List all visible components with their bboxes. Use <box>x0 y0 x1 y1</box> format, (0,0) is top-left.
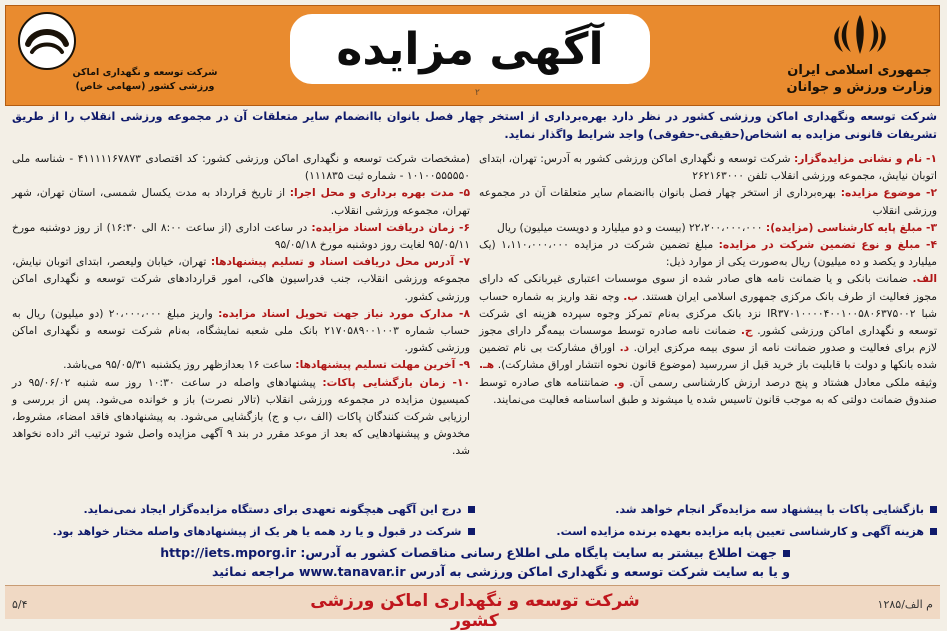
bullet-square-icon <box>468 528 475 535</box>
item-9: ۹- آخرین مهلت تسلیم پیشنهادها: ساعت ۱۶ بعدازظهر روز یکشنبه ۹۵/۰۵/۳۱ می‌باشد. <box>63 358 470 372</box>
item-6: ۶- زمان دریافت اسناد مزایده: در ساعت اداری (از ساعت ۸:۰۰ الی ۱۶:۳۰) از روز دوشنبه مورخ ۹۵/۰۵/۱۱ لغایت روز دوشنبه مورخ ۹۵/۰۵/۱۸ <box>12 220 471 252</box>
footer-page-number: ۵/۴ <box>12 598 28 611</box>
company-name-line1: شرکت توسعه و نگهداری اماکن <box>72 67 218 78</box>
guarantee-clauses: الف. ضمانت بانکی و یا ضمانت نامه های صادر شده از سوی موسسات اعتباری غیربانکی که دارای مجوز فعالیت از طرف بانک مرکزی جمهوری اسلامی ایران هستند. ب. وجه نقد واریز به شماره حساب شبا IR۳۷۰۱۰۰۰۰۴۰۰۱۰۰۵۸۰۶۳۷۵۰۰۲ نزد بانک مرکزی به‌نام تمرکز وجوه سپرده هزینه ای شرکت توسعه و نگهداری اماکن ورزشی کشور. ج. ضمانت نامه صادره توسط موسسات بیمه‌گر دارای مجوز لازم برای فعالیت و صدور ضمانت نامه از سوی بیمه مرکزی ایران. د. اوراق مشارکت بی نام تضمین شده بانکها و دولت با قابلیت باز خرید قبل از سررسید (موضوع قانون نحوه انتشار اوراق مشارکت). هـ. وثیقه ملکی معادل هشتاد و پنج درصد ارزش کارشناسی رسمی آن. و. ضمانتنامه های صادره توسط صندوق ضمانت دولتی که به موجب قانون تاسیس شده یا میشوند و طبق اساسنامه فعالیت می‌نمایند. <box>479 272 938 406</box>
company-name-line2: ورزشی کشور (سهامی خاص) <box>75 81 215 92</box>
right-column <box>479 150 937 495</box>
notes-list <box>12 498 937 542</box>
footer-company-name: شرکت توسعه و نگهداری اماکن ورزشی کشور <box>310 591 640 631</box>
item-8: ۸- مدارک مورد نیاز جهت تحویل اسناد مزایده: واریز مبلغ ۲۰،۰۰۰،۰۰۰ (دو میلیون) ریال به حساب شماره ۲۱۷۰۵۸۹۰۰۱۰۰۳ بانک ملی شعبه نمایشگاه، به‌نام شرکت توسعه و نگهداری اماکن ورزشی کشور. <box>12 306 470 355</box>
item-7: ۷- آدرس محل دریافت اسناد و تسلیم پیشنهادها: تهران، خیابان ولیعصر، ابتدای اتوبان نیایش، مجموعه ورزشی انقلاب، جنب فدراسیون هاکی، امور قراردادهای شرکت توسعه و نگهداری اماکن ورزشی کشور. <box>12 255 470 303</box>
government-name: جمهوری اسلامی ایران <box>787 63 932 78</box>
info-line-1: جهت اطلاع بیشتر به سایت پایگاه ملی اطلاع رسانی مناقصات کشور به آدرس: http://iets.mporg.ir <box>160 543 790 562</box>
bullet-square-icon <box>930 528 937 535</box>
iran-emblem-icon <box>825 12 895 57</box>
info-line-2: و یا به سایت شرکت توسعه و نگهداری اماکن ورزشی به آدرس www.tanavar.ir مراجعه نمائید <box>212 564 790 579</box>
header-marker: ۲ <box>475 88 480 98</box>
item-3: ۳- مبلغ پایه کارشناسی (مزایده): ۲۲،۲۰۰،۰۰۰،۰۰۰ (بیست و دو میلیارد و دویست میلیون) ریال <box>496 220 937 234</box>
note-item: بازگشایی پاکات با پیشنهاد سه مزایده‌گر انجام خواهد شد. <box>475 498 938 520</box>
page-title: آگهی مزایده <box>290 14 650 84</box>
footer-reference: م الف/۱۲۸۵ <box>877 598 933 611</box>
bullet-square-icon <box>468 506 475 513</box>
ministry-name: وزارت ورزش و جوانان <box>786 80 933 95</box>
left-column <box>12 150 470 495</box>
item-1: ۱- نام و نشانی مزایده‌گزار: شرکت توسعه و نگهداری اماکن ورزشی کشور به آدرس: تهران، ابتدای اتوبان نیایش، مجموعه ورزشی انقلاب تلفن ۲۶۲۱۶۳۰۰۰ <box>479 152 937 183</box>
notice-columns <box>12 150 937 495</box>
company-logo-icon <box>16 10 78 72</box>
item-4: ۴- مبلغ و نوع تضمین شرکت در مزایده: مبلغ تضمین شرکت در مزایده ۱،۱۱۰،۰۰۰،۰۰۰ (یک میلیارد و یکصد و ده میلیون) ریال به‌صورت یکی از موارد ذیل: <box>479 238 937 269</box>
item-5: ۵- مدت بهره برداری و محل اجرا: از تاریخ قرارداد به مدت یکسال شمسی، استان تهران، شهر تهران، مجموعه ورزشی انقلاب. <box>12 186 470 217</box>
item-10: ۱۰- زمان بازگشایی پاکات: پیشنهادهای واصله در ساعت ۱۰:۳۰ روز سه شنبه ۹۵/۰۶/۰۲ در کمیسیون مزایده در مجموعه ورزشی انقلاب (تالار نصرت) باز و خوانده می‌شود. پس از بررسی و ارزیابی شرکت کنندگان پاکات (الف ،ب و ج) بازگشایی می‌شود. به پیشنهادهای فاقد امضاء، مشروط، مخدوش و پیشنهادهایی که بعد از موعد مقرر در بند ۹ آگهی مزایده واصل شود ترتیب اثر داده نخواهد شد. <box>12 375 471 458</box>
bullet-square-icon <box>930 506 937 513</box>
note-item: شرکت در قبول و یا رد همه یا هر یک از پیشنهادهای واصله مختار خواهد بود. <box>12 520 475 542</box>
note-item: هزینه آگهی و کارشناسی تعیین پایه مزایده بعهده برنده مزایده است. <box>475 520 938 542</box>
more-info <box>160 543 790 583</box>
company-ids: (مشخصات شرکت توسعه و نگهداری اماکن ورزشی کشور: کد اقتصادی ۴۱۱۱۱۱۶۷۸۷۳ - شناسه ملی ۱۰۱۰۰۵۵۵۵۵۰ - شماره ثبت ۱۱۱۸۳۵) <box>12 152 470 183</box>
bullet-square-icon <box>783 550 790 557</box>
intro-paragraph: شرکت توسعه ونگهداری اماکن ورزشی کشور در نظر دارد بهره‌برداری از استخر چهار فصل بانوان باانضمام سایر متعلقات آن در مجموعه ورزشی انقلاب را از طریق تشریفات قانونی مزایده به اشخاص(حقیقی-حقوقی) واجد شرایط واگذار نماید. <box>12 110 937 141</box>
item-2: ۲- موضوع مزایده: بهره‌برداری از استخر چهار فصل بانوان باانضمام سایر متعلقات آن در مجموعه ورزشی انقلاب <box>479 186 937 217</box>
note-item: درج این آگهی هیچگونه تعهدی برای دستگاه مزایده‌گزار ایجاد نمی‌نماید. <box>12 498 475 520</box>
